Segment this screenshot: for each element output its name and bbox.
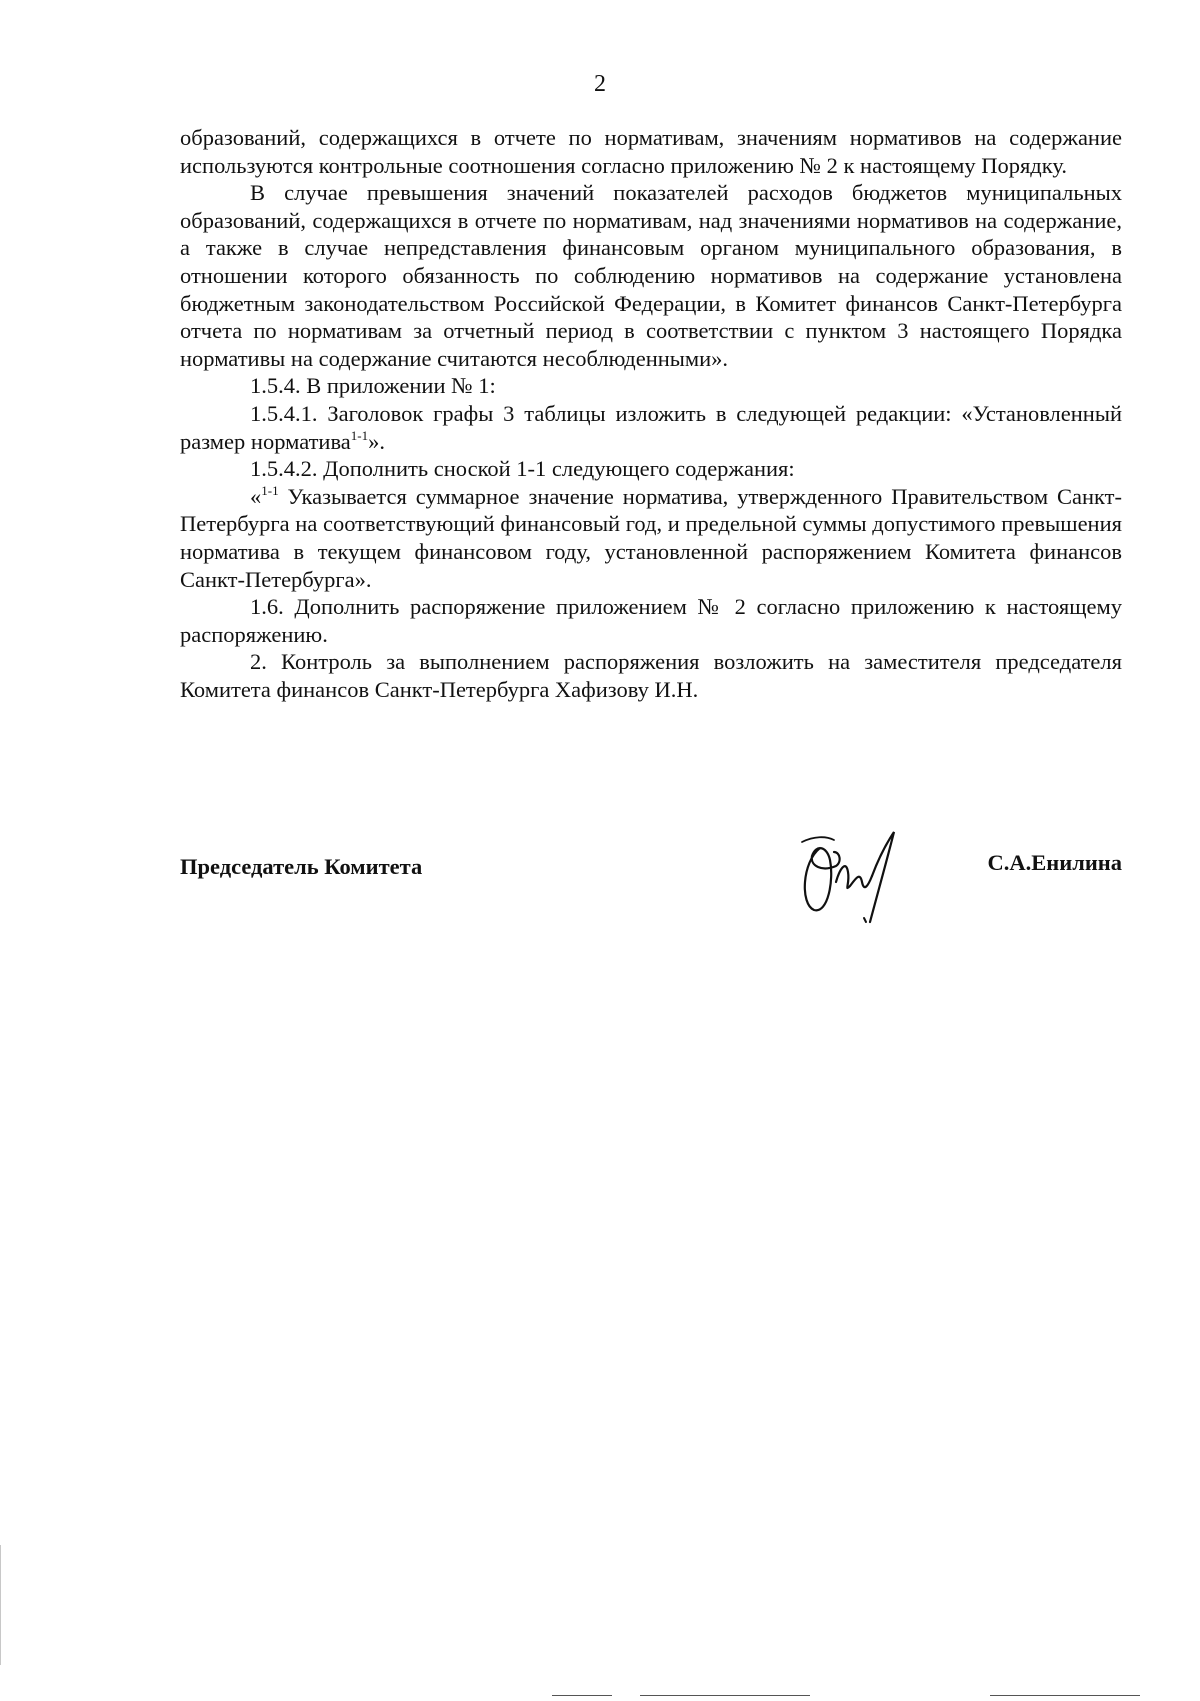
paragraph-2: В случае превышения значений показателей расходов бюджетов муниципальных образований, содержащихся в отчете по нормативам, над значениями нормативов на содержание, а также в случае непредставления финансовым органом муниципального образования, в отношении которого обязанность по соблюдению нормативов на содержание установлена бюджетным законодательством Российской Федерации, в Комитет финансов Санкт-Петербурга отчета по нормативам за отчетный период в соответствии с пунктом 3 настоящего Порядка нормативы на содержание считаются несоблюденными». [180, 180, 1122, 371]
paragraph-1: образований, содержащихся в отчете по нормативам, значениям нормативов на содержание используются контрольные соотношения согласно приложению № 2 к настоящему Порядку. [180, 125, 1122, 178]
page-number: 2 [594, 71, 606, 97]
paragraph-4-text: 1.5.4.1. Заголовок графы 3 таблицы изложить в следующей редакции: «Установленный размер норматива [180, 400, 1122, 454]
document-body [180, 124, 1122, 703]
scan-edge-mark [990, 1695, 1140, 1696]
footnote-ref-1-1: 1-1 [350, 427, 369, 443]
scan-edge-mark [552, 1695, 612, 1696]
paragraph-3: 1.5.4. В приложении № 1: [250, 373, 496, 399]
signer-name: С.А.Енилина [987, 850, 1122, 875]
handwritten-signature [790, 822, 910, 934]
paragraph-4 [180, 400, 1122, 455]
paragraph-6-quote: « [250, 483, 262, 509]
paragraph-7: 1.6. Дополнить распоряжение приложением № 2 согласно приложению к настоящему распоряжению. [180, 594, 1122, 647]
paragraph-6-text: Указывается суммарное значение норматива, утвержденного Правительством Санкт-Петербурга на соответствующий финансовый год, и предельной суммы допустимого превышения норматива в текущем финансовом году, установленной распоряжением Комитета финансов Санкт-Петербурга». [180, 483, 1122, 592]
paragraph-4-end: ». [368, 428, 386, 454]
paragraph-8: 2. Контроль за выполнением распоряжения возложить на заместителя председателя Комитета финансов Санкт-Петербурга Хафизову И.Н. [180, 649, 1122, 702]
paragraph-5: 1.5.4.2. Дополнить сноской 1-1 следующего содержания: [250, 456, 795, 482]
footnote-mark-1-1: 1-1 [261, 482, 279, 498]
signature-block [180, 840, 1122, 940]
scan-margin-line [0, 1545, 1, 1665]
scan-edge-mark [640, 1695, 810, 1696]
signer-position: Председатель Комитета [180, 854, 423, 879]
paragraph-6 [180, 483, 1122, 593]
